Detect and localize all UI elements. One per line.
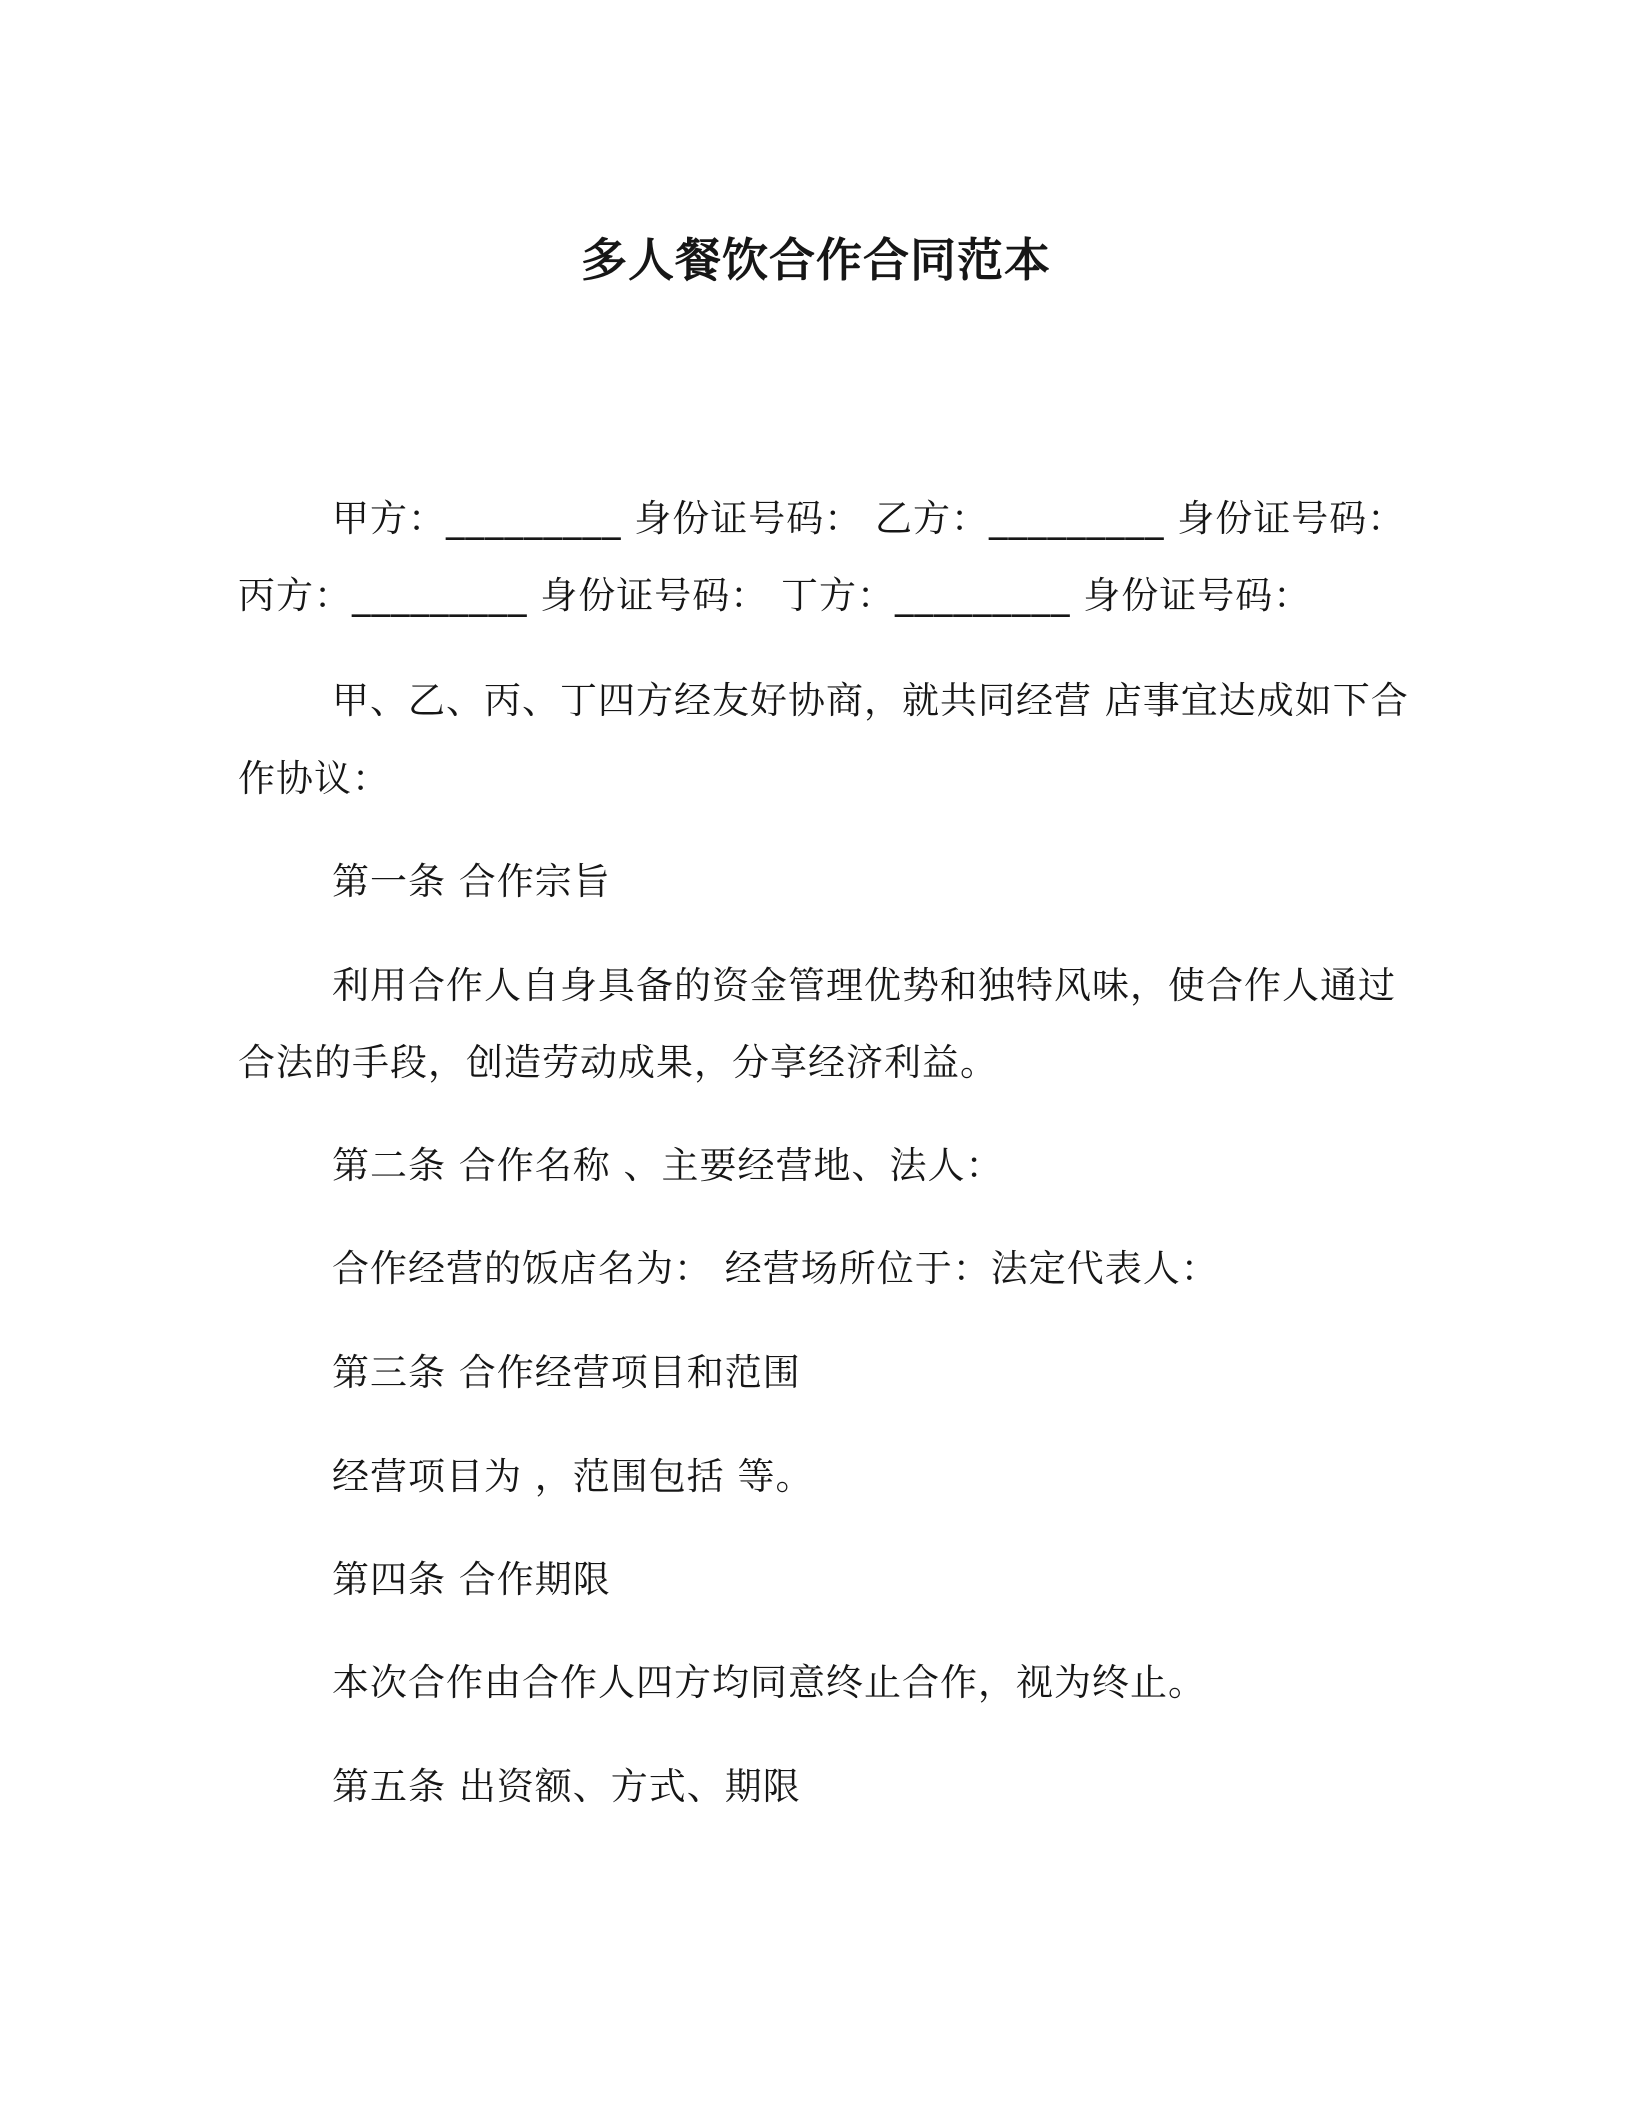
article-1-body-line-2: 合法的手段，创造劳动成果，分享经济利益。 [238,1041,998,1084]
preamble-line-1: 甲、乙、丙、丁四方经友好协商，就共同经营 店事宜达成如下合 [332,679,1409,722]
article-3-heading: 第三条 合作经营项目和范围 [332,1351,801,1394]
article-1-heading: 第一条 合作宗旨 [332,860,611,903]
party-line-c-d: 丙方：_________ 身份证号码： 丁方：_________ 身份证号码： [238,574,1312,617]
article-3-body: 经营项目为 ，范围包括 等。 [332,1455,814,1498]
article-1-body-line-1: 利用合作人自身具备的资金管理优势和独特风味，使合作人通过 [332,964,1396,1007]
preamble-line-2: 作协议： [238,757,390,800]
article-5-heading: 第五条 出资额、方式、期限 [332,1765,801,1808]
article-4-heading: 第四条 合作期限 [332,1558,611,1601]
document-title: 多人餐饮合作合同范本 [581,233,1051,287]
article-4-body: 本次合作由合作人四方均同意终止合作，视为终止。 [332,1661,1206,1704]
article-2-heading: 第二条 合作名称 、主要经营地、法人： [332,1144,1004,1187]
article-2-body: 合作经营的饭店名为： 经营场所位于：法定代表人： [332,1247,1219,1290]
party-line-a-b: 甲方：_________ 身份证号码： 乙方：_________ 身份证号码： [332,497,1406,540]
